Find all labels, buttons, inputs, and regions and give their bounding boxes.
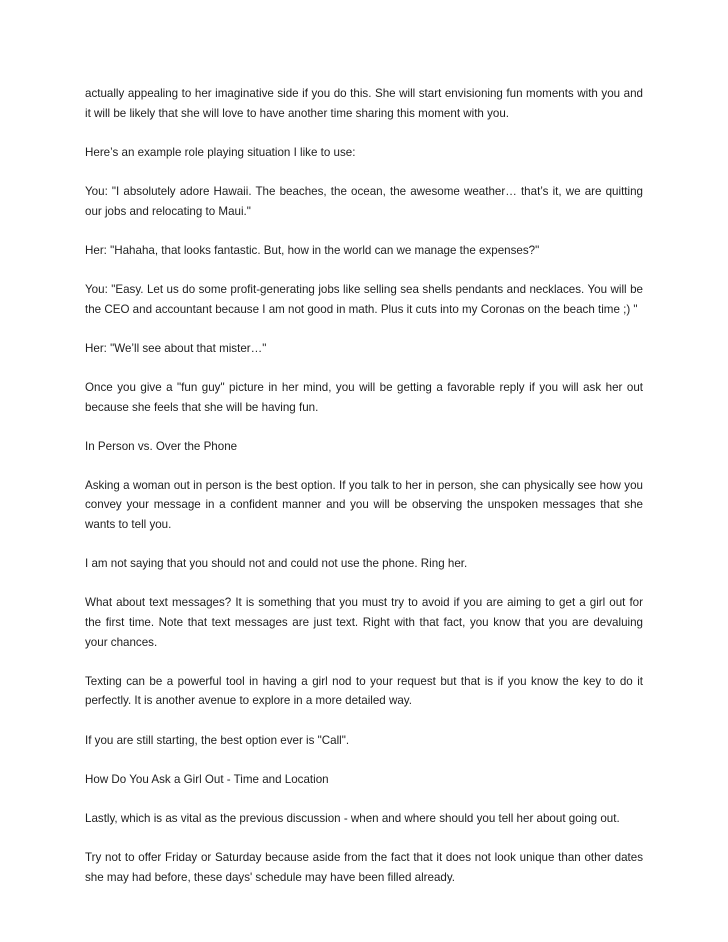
paragraph-call: If you are still starting, the best option ever is "Call". (85, 733, 350, 747)
paragraph-friday-saturday: Try not to offer Friday or Saturday because aside from the fact that it does not look unique than other dates she may had before, these days' schedule may have been filled already. (85, 851, 643, 884)
paragraph-phone: I am not saying that you should not and could not use the phone. Ring her. (85, 557, 468, 571)
paragraph-dialogue-you-1: You: "I absolutely adore Hawaii. The beaches, the ocean, the awesome weather… that’s it, we are quitting our jobs and relocating to Maui." (85, 184, 643, 218)
paragraph-texting: Texting can be a powerful tool in having a girl nod to your request but that is if you know the key to do it perfectly. It is another avenue to explore in a more detailed way. (85, 674, 643, 708)
document-body (85, 84, 643, 887)
paragraph-fun-guy: Once you give a "fun guy" picture in her mind, you will be getting a favorable reply if you will ask her out because she feels that she will be having fun. (85, 380, 643, 414)
paragraph-dialogue-her-2: Her: "We’ll see about that mister…" (85, 341, 267, 355)
paragraph-example-intro: Here’s an example role playing situation I like to use: (85, 145, 356, 159)
paragraph-lastly: Lastly, which is as vital as the previous discussion - when and where should you tell her about going out. (85, 811, 620, 825)
paragraph-dialogue-her-1: Her: "Hahaha, that looks fantastic. But, how in the world can we manage the expenses?" (85, 243, 540, 257)
paragraph-continuation: actually appealing to her imaginative side if you do this. She will start envisioning fun moments with you and it will be likely that she will love to have another time sharing this moment with you. (85, 87, 643, 120)
section-heading-in-person: In Person vs. Over the Phone (85, 439, 238, 453)
paragraph-dialogue-you-2: You: "Easy. Let us do some profit-generating jobs like selling sea shells pendants and necklaces. You will be the CEO and accountant because I am not good in math. Plus it cuts into my Coronas on the beach time ;) " (85, 282, 643, 316)
section-heading-time-location: How Do You Ask a Girl Out - Time and Location (85, 772, 329, 786)
paragraph-in-person: Asking a woman out in person is the best option. If you talk to her in person, she can physically see how you convey your message in a confident manner and you will be observing the unspoken messages that she wants to tell you. (85, 478, 643, 532)
paragraph-text-messages: What about text messages? It is something that you must try to avoid if you are aiming to get a girl out for the first time. Note that text messages are just text. Right with that fact, you know that you are devaluing your chances. (85, 596, 643, 649)
